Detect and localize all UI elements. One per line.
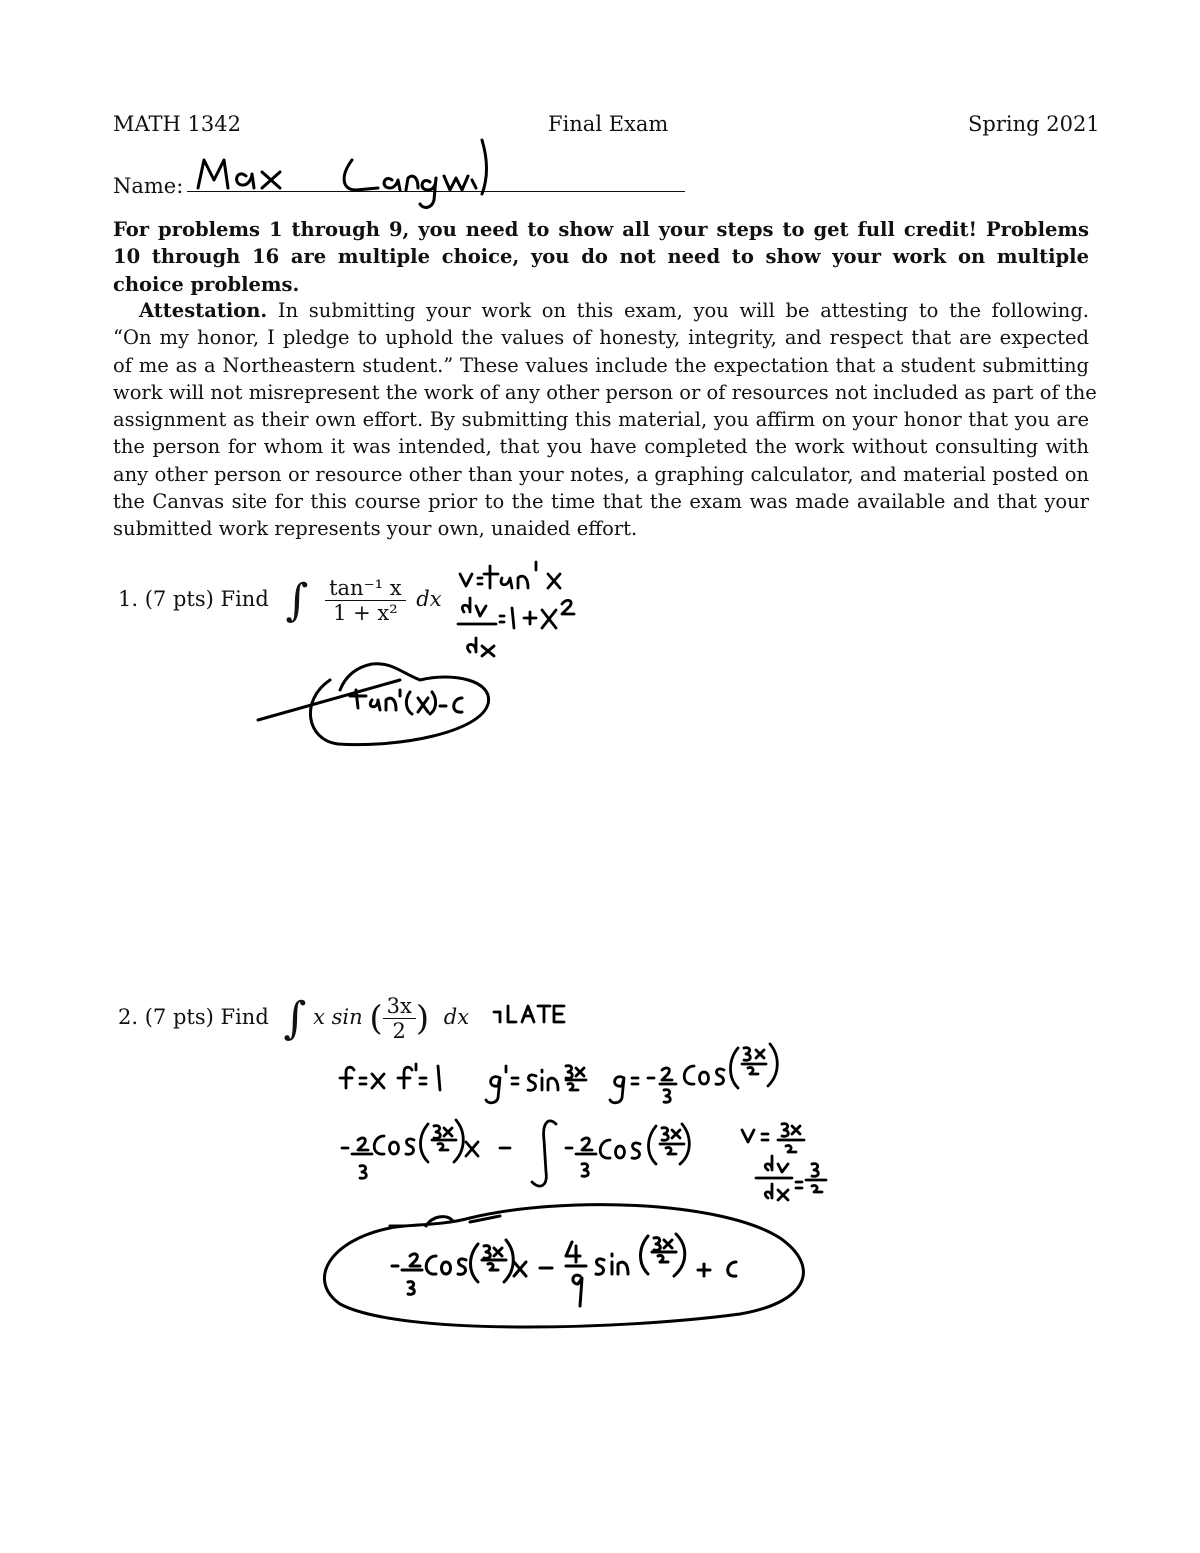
problem-points: (7 pts) bbox=[144, 1005, 214, 1029]
attestation-line: “On my honor, I pledge to uphold the values of honesty, integrity, and respect that are expected bbox=[113, 326, 1089, 350]
fraction-numerator: 3x bbox=[383, 994, 416, 1019]
attestation-line: assignment as their own effort. By submitting this material, you affirm on your honor that you are bbox=[113, 408, 1089, 432]
signature-strokes bbox=[198, 140, 487, 207]
attestation-line: work will not misrepresent the work of any other person or of resources not included as part of the bbox=[113, 380, 1097, 404]
attestation-heading: Attestation. bbox=[139, 299, 268, 322]
fraction-denominator: 2 bbox=[392, 1019, 406, 1043]
attestation-line: submitted work represents your own, unaided effort. bbox=[113, 517, 638, 541]
problem-2-work bbox=[340, 1006, 826, 1200]
differential: dx bbox=[416, 587, 442, 611]
differential: dx bbox=[443, 1005, 470, 1029]
problem-number: 1. bbox=[118, 587, 139, 611]
problem-points: (7 pts) bbox=[144, 587, 214, 611]
attestation-intro: In submitting your work on this exam, you will be attesting to the following. bbox=[267, 299, 1089, 322]
exam-title: Final Exam bbox=[548, 112, 669, 136]
course-code: MATH 1342 bbox=[113, 112, 241, 136]
problem-verb: Find bbox=[220, 587, 269, 611]
problem-1-work bbox=[458, 562, 574, 656]
attestation-line: the Canvas site for this course prior to the time that the exam was made available and that your bbox=[113, 490, 1089, 514]
integrand-prefix: x sin bbox=[313, 1005, 363, 1029]
fraction-numerator: tan⁻¹ x bbox=[325, 576, 406, 601]
attestation-line: any other person or resource other than your notes, a graphing calculator, and material posted on bbox=[113, 462, 1089, 486]
problem-number: 2. bbox=[118, 1005, 139, 1029]
left-paren: ( bbox=[369, 998, 383, 1039]
instructions-line: For problems 1 through 9, you need to show all your steps to get full credit! Problems bbox=[113, 218, 1089, 241]
instructions-line: choice problems. bbox=[113, 272, 300, 296]
integral-sign: ∫ bbox=[285, 574, 309, 626]
problem-1-answer-strokes bbox=[258, 664, 489, 745]
problem-2-answer-strokes bbox=[324, 1205, 803, 1327]
right-paren: ) bbox=[415, 998, 430, 1039]
integral-sign: ∫ bbox=[283, 992, 307, 1044]
problem-verb: Find bbox=[220, 1005, 269, 1029]
attestation-line: of me as a Northeastern student.” These values include the expectation that a student submitting bbox=[113, 353, 1089, 377]
fraction-denominator: 1 + x² bbox=[333, 601, 398, 625]
instructions-line: 10 through 16 are multiple choice, you do not need to show your work on multiple bbox=[113, 245, 1089, 269]
name-label: Name: bbox=[113, 174, 184, 198]
exam-term: Spring 2021 bbox=[968, 112, 1100, 136]
attestation-line: the person for whom it was intended, that you have completed the work without consulting with bbox=[113, 435, 1089, 459]
